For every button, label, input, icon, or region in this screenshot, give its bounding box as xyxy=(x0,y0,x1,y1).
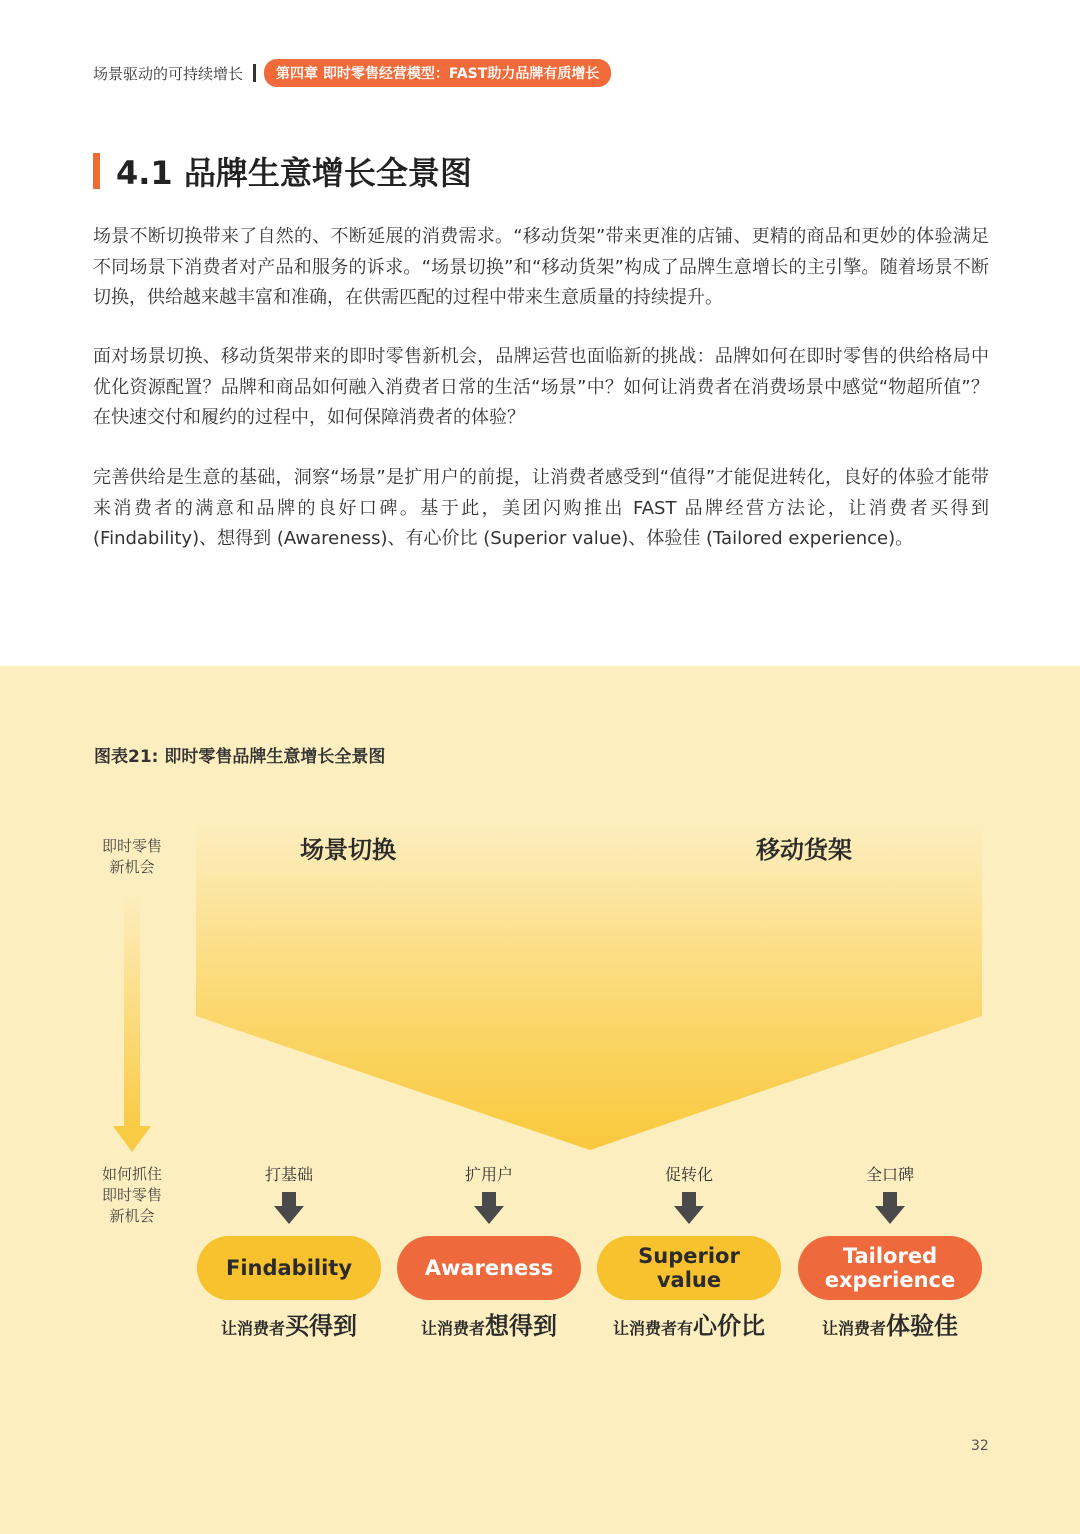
caption-main: 买得到 xyxy=(285,1312,357,1340)
caption-prefix: 让消费者 xyxy=(420,1319,485,1338)
funnel-shape xyxy=(196,822,982,1150)
left-arrow-shaft xyxy=(124,892,140,1128)
down-arrow-2 xyxy=(474,1192,504,1224)
down-arrow-1 xyxy=(274,1192,304,1224)
step-action-label: 促转化 xyxy=(664,1165,713,1184)
caption-main: 体验佳 xyxy=(886,1312,958,1340)
funnel-label-mobile-shelf: 移动货架 xyxy=(756,836,852,864)
step-action-label: 打基础 xyxy=(264,1165,313,1184)
figure-title: 图表21: 即时零售品牌生意增长全景图 xyxy=(94,747,386,767)
left-arrow-head xyxy=(113,1126,151,1152)
paragraph-1: 场景不断切换带来了自然的、不断延展的消费需求。“移动货架”带来更准的店铺、更精的商品和更妙的体验满足不同场景下消费者对产品和服务的诉求。“场景切换”和“移动货架”构成了品牌生意增长的主引擎。随着场景不断切换，供给越来越丰富和准确，在供需匹配的过程中带来生意质量的持续提升。 xyxy=(93,226,989,308)
pill-superior-value: Superior value xyxy=(597,1236,781,1300)
step-action-label: 扩用户 xyxy=(464,1165,513,1184)
caption-prefix: 让消费者有 xyxy=(612,1319,693,1338)
caption-main: 心价比 xyxy=(693,1312,765,1340)
page-number: 32 xyxy=(971,1438,989,1454)
pill-findability: Findability xyxy=(197,1236,381,1300)
left-bottom-label: 如何抓住 即时零售 新机会 xyxy=(101,1165,162,1225)
chapter-badge: 第四章 即时零售经营模型：FAST助力品牌有质增长 xyxy=(264,59,611,87)
caption-main: 想得到 xyxy=(485,1312,557,1340)
section-title: 4.1 品牌生意增长全景图 xyxy=(116,154,472,192)
down-arrow-4 xyxy=(875,1192,905,1224)
pill-tailored-experience: Tailored experience xyxy=(798,1236,982,1300)
step-action-2 xyxy=(397,1164,581,1186)
funnel-label-scene-switch: 场景切换 xyxy=(300,836,396,864)
step-action-1 xyxy=(197,1164,381,1186)
step-action-3 xyxy=(597,1164,781,1186)
caption-prefix: 让消费者 xyxy=(821,1319,886,1338)
down-arrow-3 xyxy=(674,1192,704,1224)
step-action-label: 全口碑 xyxy=(865,1165,914,1184)
caption-2 xyxy=(397,1306,581,1341)
paragraph-3: 完善供给是生意的基础，洞察“场景”是扩用户的前提，让消费者感受到“值得”才能促进转化，良好的体验才能带来消费者的满意和品牌的良好口碑。基于此，美团闪购推出 FAST 品牌经营方法论，让消费者买得到 (Findability)、想得到 (Awareness)、有心价比 (Superior value)、体验佳 (Tailored experience)。 xyxy=(93,467,989,549)
pill-awareness: Awareness xyxy=(397,1236,581,1300)
caption-prefix: 让消费者 xyxy=(220,1319,285,1338)
left-top-label: 即时零售 新机会 xyxy=(101,837,162,876)
caption-1 xyxy=(197,1306,381,1341)
caption-4 xyxy=(798,1306,982,1341)
paragraph-2: 面对场景切换、移动货架带来的即时零售新机会，品牌运营也面临新的挑战：品牌如何在即时零售的供给格局中优化资源配置？品牌和商品如何融入消费者日常的生活“场景”中？如何让消费者在消费场景中感觉“物超所值”？在快速交付和履约的过程中，如何保障消费者的体验？ xyxy=(93,346,989,428)
book-title: 场景驱动的可持续增长 xyxy=(93,64,244,83)
caption-3 xyxy=(597,1306,781,1341)
step-action-4 xyxy=(798,1164,982,1186)
